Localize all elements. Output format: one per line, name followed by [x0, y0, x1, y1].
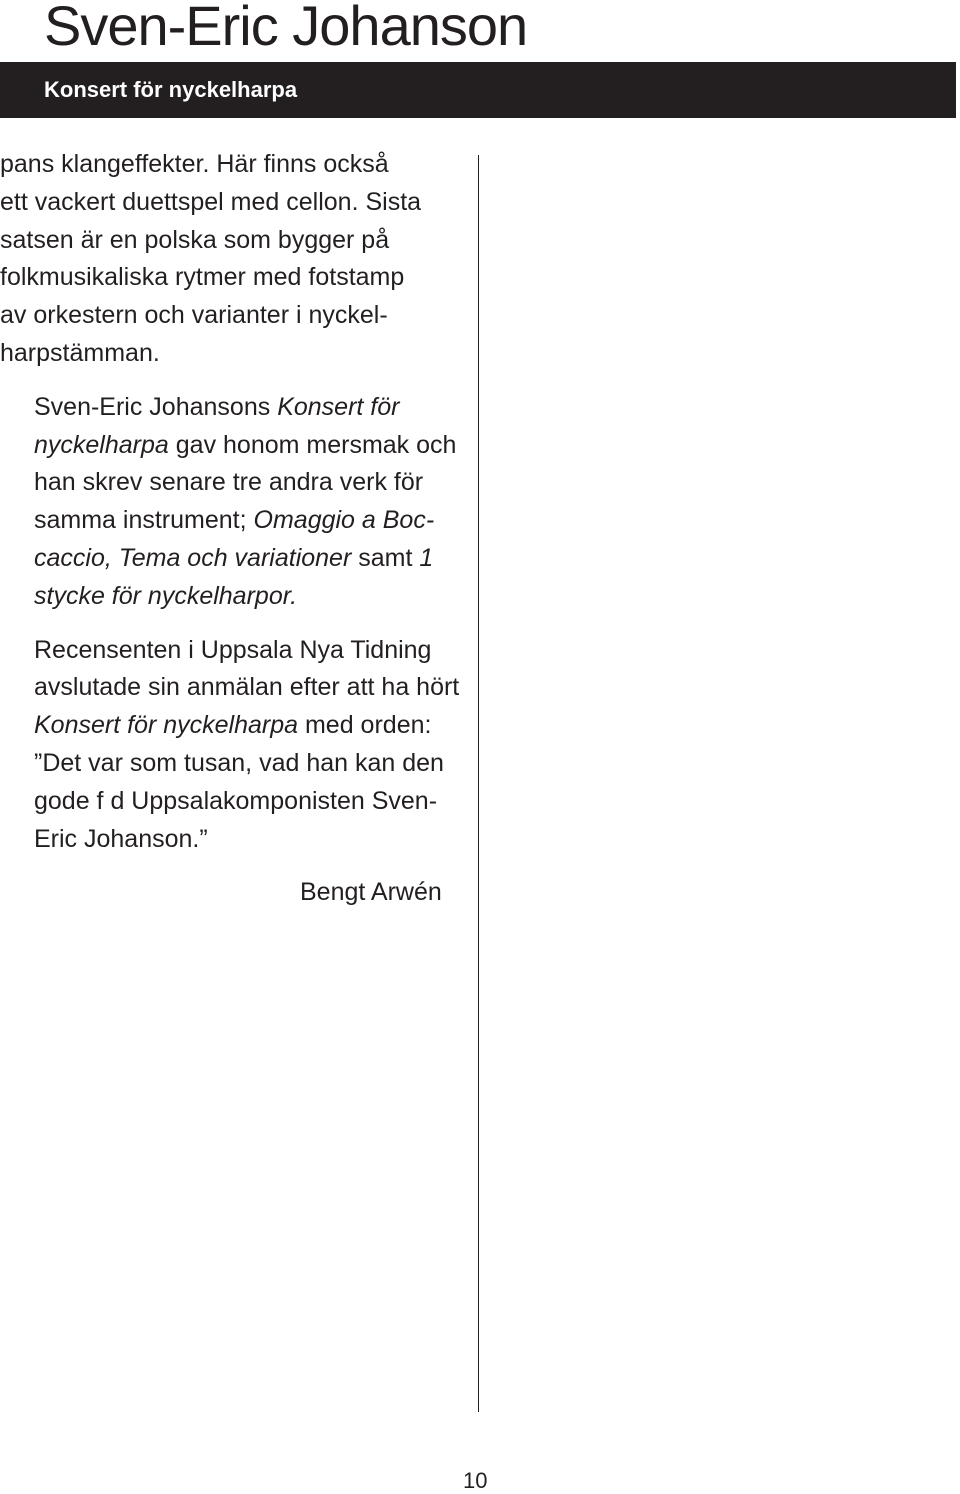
text-run: han skrev senare tre andra verk för [34, 468, 424, 497]
italic-text-run: Konsert för nyckelharpa [34, 711, 299, 740]
text-line [34, 707, 470, 745]
text-line [0, 146, 470, 184]
author-signature: Bengt Arwén [300, 878, 442, 906]
text-line [0, 335, 470, 373]
text-run: satsen är en polska som bygger på [0, 225, 390, 254]
text-line [34, 427, 470, 465]
text-run: gode f d Uppsalakomponisten Sven- [34, 786, 438, 815]
text-line [0, 297, 470, 335]
italic-text-run: Konsert för [277, 392, 400, 421]
text-run: ett vackert duettspel med cellon. Sista [0, 187, 422, 216]
text-line [34, 464, 470, 502]
text-line [34, 540, 470, 578]
text-run: pans klangeffekter. Här finns också [0, 150, 389, 178]
text-line [34, 502, 470, 540]
text-run: Eric Johanson.” [34, 824, 208, 853]
text-line [34, 783, 470, 821]
italic-text-run: nyckelharpa [34, 430, 169, 459]
text-run: gav honom mersmak och [168, 430, 457, 459]
text-run: Sven-Eric Johansons [34, 392, 278, 421]
text-run: av orkestern och varianter i nyckel- [0, 301, 388, 330]
text-run: folkmusikaliska rytmer med fotstamp [0, 263, 405, 292]
italic-text-run: caccio, Tema och variationer [34, 543, 352, 572]
text-line [0, 259, 470, 297]
column-divider [478, 155, 479, 1412]
text-line [34, 821, 470, 859]
text-run: harpstämman. [0, 338, 160, 367]
text-line [34, 632, 470, 670]
page-number: 10 [463, 1468, 488, 1493]
page-title: Sven-Eric Johanson [44, 0, 528, 57]
text-run: samma instrument; [34, 506, 254, 535]
text-run: med orden: [298, 711, 432, 740]
article-paragraph [0, 389, 470, 616]
italic-text-run: Omaggio a Boc- [253, 506, 435, 535]
text-line [34, 389, 470, 427]
article-paragraph [0, 146, 470, 373]
article-body [0, 146, 470, 858]
article-paragraph [0, 632, 470, 859]
section-header-bar [0, 62, 956, 118]
text-line [34, 745, 470, 783]
text-run: Recensenten i Uppsala Nya Tidning [34, 635, 432, 664]
text-run: samt [351, 543, 420, 572]
text-line [34, 578, 470, 616]
text-run: ”Det var som tusan, vad han kan den [34, 748, 444, 777]
italic-text-run: stycke för nyckelharpor. [34, 581, 298, 610]
text-run: avslutade sin anmälan efter att ha hört [34, 673, 460, 702]
text-line [0, 222, 470, 260]
text-line [34, 669, 470, 707]
italic-text-run: 1 [419, 543, 434, 572]
text-line [0, 184, 470, 222]
section-title: Konsert för nyckelharpa [44, 77, 298, 102]
